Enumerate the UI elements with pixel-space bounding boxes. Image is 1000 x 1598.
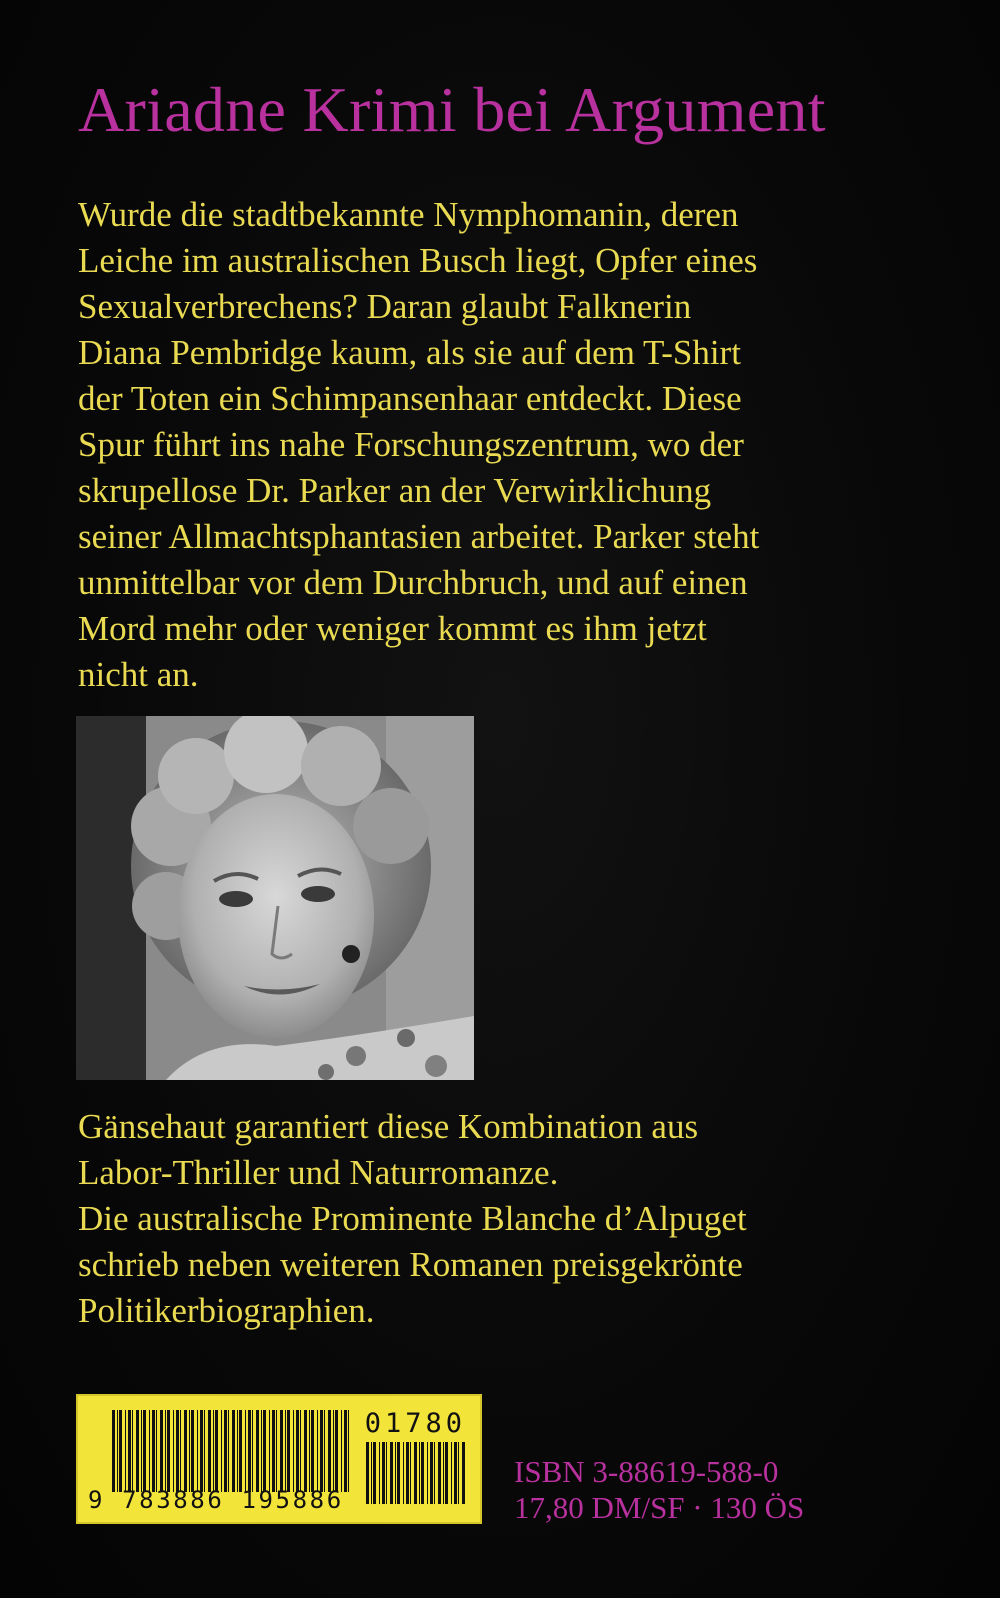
barcode-bar [215, 1410, 218, 1492]
barcode-bar [454, 1442, 457, 1504]
blurb-line: skrupellose Dr. Parker an der Verwirklichung [78, 471, 712, 510]
isbn: ISBN 3-88619-588-0 [514, 1454, 779, 1489]
barcode-bar [252, 1410, 253, 1492]
barcode-bar [300, 1410, 301, 1492]
barcode-bar [317, 1410, 318, 1492]
author-portrait-image [76, 716, 474, 1080]
barcode-bar [239, 1410, 242, 1492]
barcode-bar [117, 1410, 118, 1492]
barcode-bar [285, 1410, 286, 1492]
barcode-bar [419, 1442, 420, 1504]
barcode-bar [421, 1442, 424, 1504]
blurb-line: unmittelbar vor dem Durchbruch, und auf einen [78, 563, 748, 602]
barcode-bar [373, 1442, 376, 1504]
barcode-bar [371, 1442, 372, 1504]
barcode-bar [386, 1442, 387, 1504]
author-bio [78, 1104, 958, 1334]
barcode-bar [221, 1410, 222, 1492]
barcode-bar [125, 1410, 126, 1492]
author-photo [76, 716, 474, 1080]
barcode-bar [458, 1442, 459, 1504]
blurb-line: Sexualverbrechens? Daran glaubt Falknerin [78, 287, 692, 326]
bio-line: schrieb neben weiteren Romanen preisgekrönte [78, 1245, 743, 1284]
barcode-bar [228, 1410, 229, 1492]
barcode-bar [245, 1410, 246, 1492]
barcode-bar [136, 1410, 139, 1492]
blurb-line: Leiche im australischen Busch liegt, Opfer eines [78, 241, 758, 280]
barcode-bar [434, 1442, 435, 1504]
barcode-bar [445, 1442, 448, 1504]
barcode-bar [143, 1410, 146, 1492]
barcode-bar [197, 1410, 198, 1492]
barcode-bar [189, 1410, 190, 1492]
barcode-bar [309, 1410, 310, 1492]
barcode-bar [149, 1410, 150, 1492]
barcode-bar [328, 1410, 331, 1492]
blurb-line: Wurde die stadtbekannte Nymphomanin, deren [78, 195, 739, 234]
barcode-bar [324, 1410, 325, 1492]
barcode-bar [410, 1442, 411, 1504]
barcode-bar [287, 1410, 290, 1492]
barcode-bar [395, 1442, 396, 1504]
barcode-bar [438, 1442, 441, 1504]
ean-barcode [112, 1410, 352, 1492]
blurb-line: der Toten ein Schimpansenhaar entdeckt. Diese [78, 379, 742, 418]
barcode-bar [390, 1442, 393, 1504]
barcode-bar [280, 1410, 283, 1492]
bio-line: Labor-Thriller und Naturromanze. [78, 1153, 559, 1192]
barcode-bar [213, 1410, 214, 1492]
barcode-bar [173, 1410, 174, 1492]
barcode-bar [462, 1442, 465, 1504]
barcode-bar [341, 1410, 342, 1492]
barcode-bar [344, 1410, 347, 1492]
bio-line: Die australische Prominente Blanche d’Alpuget [78, 1199, 747, 1238]
barcode-bar [165, 1410, 166, 1492]
barcode-bar [224, 1410, 227, 1492]
barcode-bar [256, 1410, 259, 1492]
price-addon-barcode [366, 1442, 466, 1504]
barcode-bar [272, 1410, 275, 1492]
barcode-bar [132, 1410, 133, 1492]
barcode-bar [451, 1442, 452, 1504]
barcode-bar [248, 1410, 251, 1492]
barcode-bar [176, 1410, 179, 1492]
blurb-line: Spur führt ins nahe Forschungszentrum, wo der [78, 425, 744, 464]
barcode-bar [184, 1410, 187, 1492]
barcode-bar [379, 1442, 380, 1504]
blurb-line: nicht an. [78, 655, 199, 694]
barcode-bar [152, 1410, 155, 1492]
series-title: Ariadne Krimi bei Argument [78, 74, 826, 145]
barcode-bar [403, 1442, 404, 1504]
barcode-bar [119, 1410, 122, 1492]
barcode-label [76, 1394, 482, 1524]
barcode-bar [296, 1410, 299, 1492]
barcode-bar [232, 1410, 235, 1492]
price-code: 01780 [364, 1408, 466, 1439]
barcode-bar [263, 1410, 266, 1492]
barcode-bar [141, 1410, 142, 1492]
blurb-line: Mord mehr oder weniger kommt es ihm jetzt [78, 609, 707, 648]
barcode-bar [293, 1410, 294, 1492]
barcode-bar [333, 1410, 334, 1492]
barcode-bar [167, 1410, 170, 1492]
blurb-text [78, 192, 958, 698]
barcode-bar [160, 1410, 163, 1492]
barcode-bar [180, 1410, 181, 1492]
barcode-bar [311, 1410, 314, 1492]
barcode-bar [269, 1410, 270, 1492]
barcode-bar [414, 1442, 417, 1504]
bio-line: Politikerbiographien. [78, 1291, 375, 1330]
barcode-bar [366, 1442, 369, 1504]
blurb-line: Diana Pembridge kaum, als sie auf dem T-Shirt [78, 333, 741, 372]
barcode-bar [191, 1410, 194, 1492]
barcode-bar [200, 1410, 203, 1492]
barcode-bar [204, 1410, 205, 1492]
blurb-line: seiner Allmachtsphantasien arbeitet. Parker steht [78, 517, 760, 556]
barcode-bar [430, 1442, 433, 1504]
barcode-bar [128, 1410, 131, 1492]
barcode-bar [276, 1410, 277, 1492]
barcode-bar [320, 1410, 323, 1492]
barcode-bar [261, 1410, 262, 1492]
barcode-bar [304, 1410, 307, 1492]
bio-line: Gänsehaut garantiert diese Kombination aus [78, 1107, 699, 1146]
price: 17,80 DM/SF · 130 ÖS [514, 1490, 805, 1525]
barcode-bar [443, 1442, 444, 1504]
barcode-bar [382, 1442, 385, 1504]
barcode-bar [406, 1442, 409, 1504]
barcode-bar [397, 1442, 400, 1504]
barcode-bar [348, 1410, 349, 1492]
barcode-bar [112, 1410, 115, 1492]
barcode-bar [156, 1410, 157, 1492]
barcode-bar [237, 1410, 238, 1492]
ean-digits: 9 783886 195886 [88, 1486, 344, 1514]
barcode-bar [427, 1442, 428, 1504]
barcode-bar [335, 1410, 338, 1492]
barcode-bar [208, 1410, 211, 1492]
